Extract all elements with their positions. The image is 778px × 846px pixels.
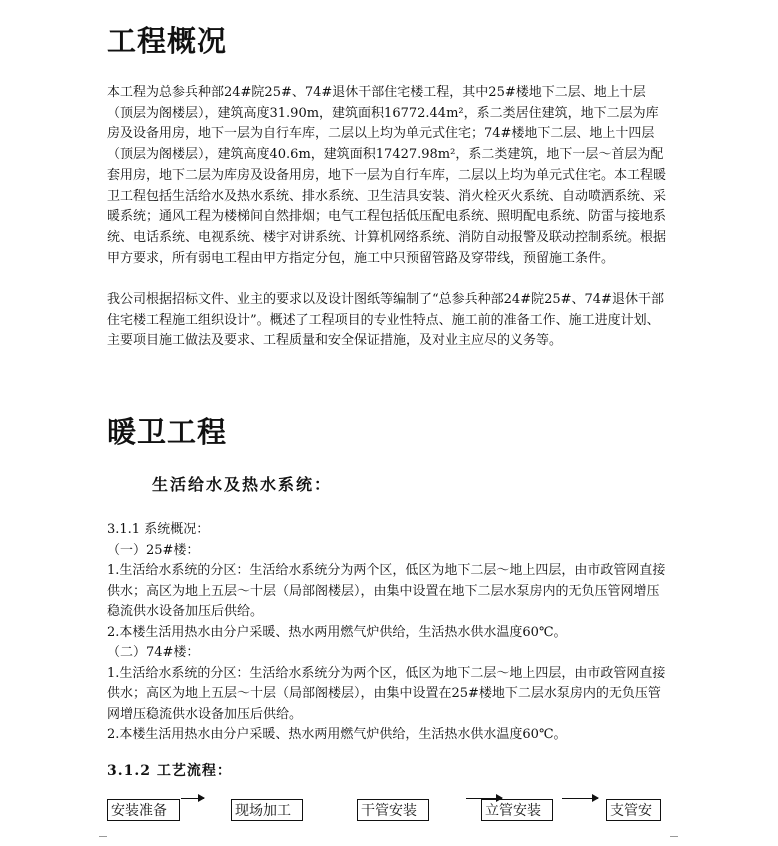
overview-paragraph-2: 我公司根据招标文件、业主的要求以及设计图纸等编制了“总参兵种部24#院25#、74#退休干部住宅楼工程施工组织设计”。概述了工程项目的专业性特点、施工前的准备工作、施工进度计划、主要项目施工做法及要求、工程质量和安全保证措施，及对业主应尽的义务等。 <box>107 292 664 349</box>
hvac-heading: 暖卫工程 <box>107 415 228 449</box>
flow-step-fabrication: 现场加工 <box>231 799 303 821</box>
flow-step-main-pipe: 干管安装 <box>357 799 429 821</box>
flow-step-prep: 安装准备 <box>107 799 180 821</box>
overview-paragraph-1: 本工程为总参兵种部24#院25#、74#退休干部住宅楼工程，其中25#楼地下二层、地上十层（顶层为阁楼层），建筑高度31.90m，建筑面积16772.44m²，系二类居住建筑，地下二层为库房及设备用房，地下一层为自行车库，二层以上均为单元式住宅；74#楼地下二层、地上十四层（顶层为阁楼层），建筑高度40.6m，建筑面积17427.98m²，系二类建筑，地下一层～首层为配套用房，地下二层为库房及设备用房，地下一层为自行车库，二层以上均为单元式住宅。本工程暖卫工程包括生活给水及热水系统、排水系统、卫生洁具安装、消火栓灭火系统、自动喷洒系统、采暖系统；通风工程为楼梯间自然排烟；电气工程包括低压配电系统、照明配电系统、防雷与接地系统、电话系统、电视系统、楼宇对讲系统、计算机网络系统、消防自动报警及联动控制系统。根据甲方要求，所有弱电工程由甲方指定分包，施工中只预留管路及穿带线，预留施工条件。 <box>107 85 667 266</box>
corner-mark-bottom-left <box>99 836 107 845</box>
water-system-body <box>107 520 669 746</box>
flow-arrow-3 <box>562 798 598 799</box>
building-74-label: （二）74#楼： <box>107 645 200 660</box>
building-25-hot-water: 2.本楼生活用热水由分户采暖、热水两用燃气炉供给，生活热水供水温度60℃。 <box>107 624 567 640</box>
building-25-label: （一）25#楼： <box>107 542 200 558</box>
process-flow-heading: 3.1.2 工艺流程： <box>107 763 232 779</box>
flow-step-riser: 立管安装 <box>481 799 553 821</box>
overview-heading: 工程概况 <box>107 24 228 58</box>
flow-step-branch: 支管安 <box>606 799 661 821</box>
corner-mark-bottom-right <box>670 836 678 845</box>
building-25-zoning: 1.生活给水系统的分区：生活给水系统分为两个区，低区为地下二层～地上四层，由市政管网直接供水；高区为地上五层～十层（局部阁楼层），由集中设置在地下二层水泵房内的无负压管网增压稳流供水设备加压后供给。 <box>107 563 666 619</box>
water-system-heading: 生活给水及热水系统： <box>152 475 333 494</box>
building-74-zoning: 1.生活给水系统的分区：生活给水系统分为两个区，低区为地下二层～地上四层，由市政管网直接供水；高区为地上五层～十层（局部阁楼层），由集中设置在25#楼地下二层水泵房内的无负压管网增压稳流供水设备加压后供给。 <box>107 665 666 722</box>
building-74-hot-water: 2.本楼生活用热水由分户采暖、热水两用燃气炉供给，生活热水供水温度60℃。 <box>107 727 567 742</box>
flow-arrow-1 <box>181 798 204 799</box>
system-overview-label: 3.1.1 系统概况： <box>107 522 210 537</box>
